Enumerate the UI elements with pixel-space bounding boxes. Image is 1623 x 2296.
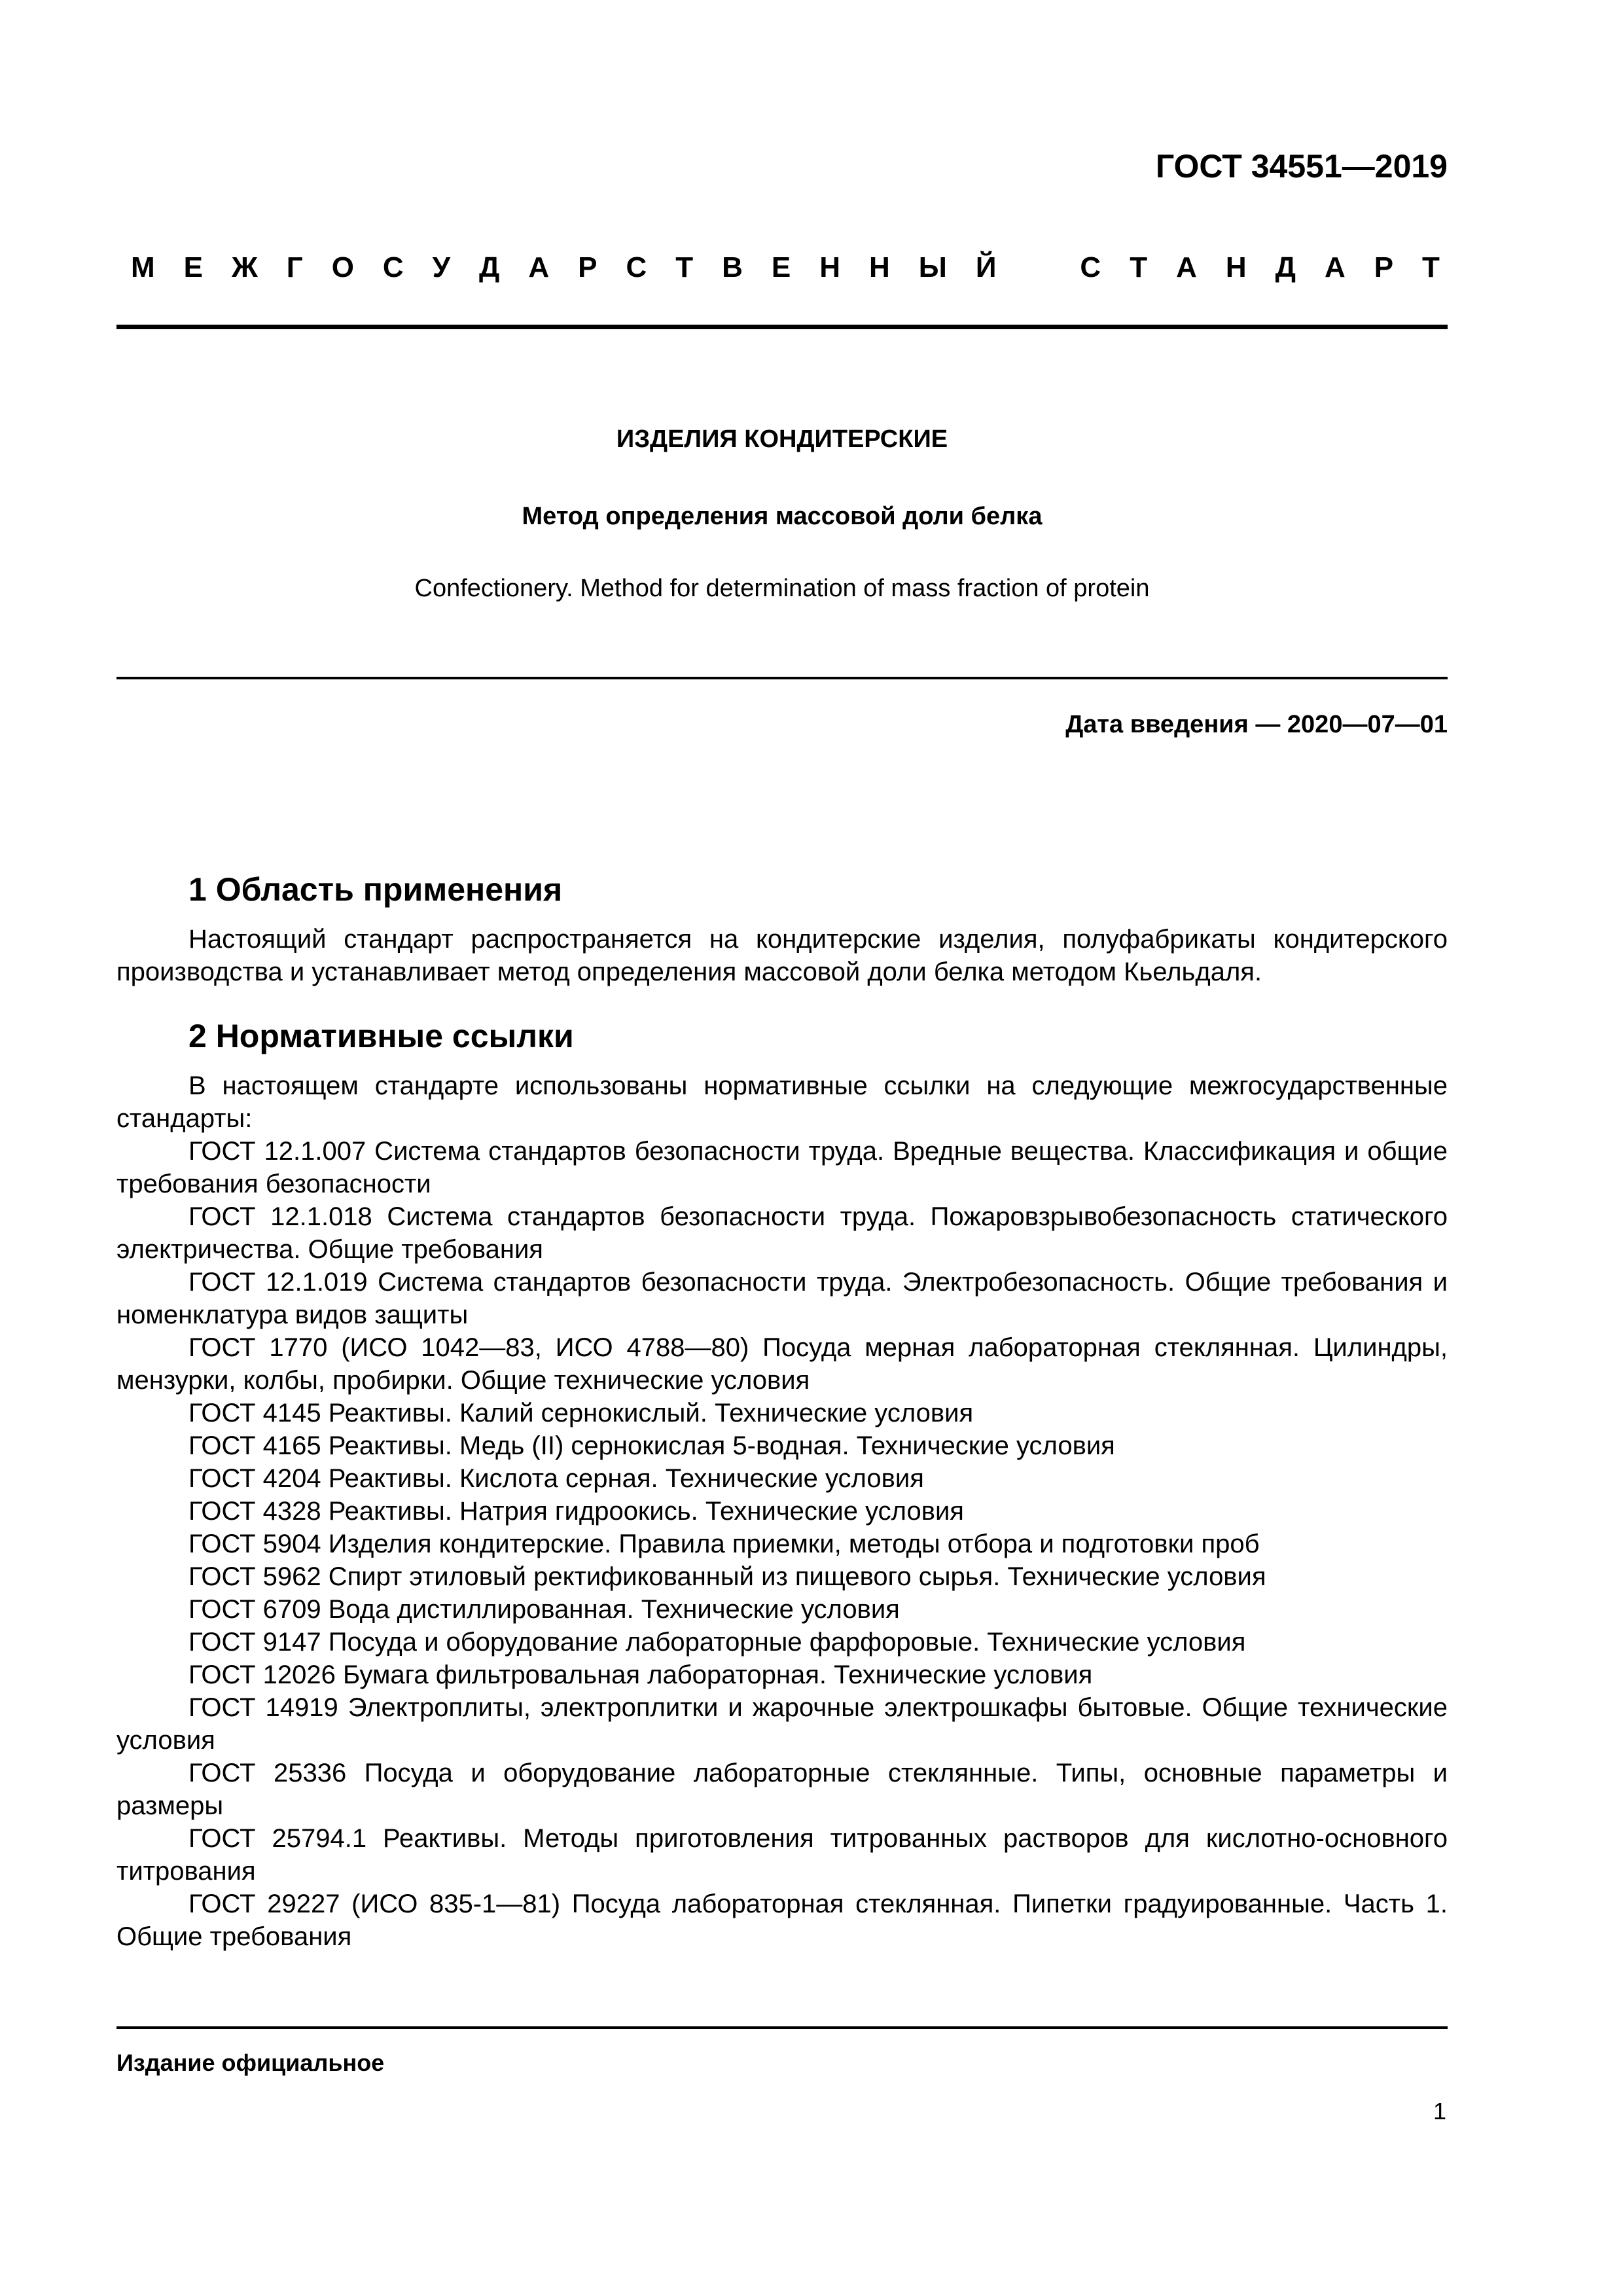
reference-item: ГОСТ 14919 Электроплиты, электроплитки и жарочные электрошкафы бытовые. Общие технические условия: [116, 1693, 1448, 1755]
reference-item: ГОСТ 12026 Бумага фильтровальная лабораторная. Технические условия: [188, 1660, 1093, 1689]
english-title: Confectionery. Method for determination of mass fraction of protein: [414, 575, 1150, 602]
reference-item: ГОСТ 25794.1 Реактивы. Методы приготовления титрованных растворов для кислотно-основного титрования: [116, 1824, 1448, 1886]
banner-word-gap: [1025, 251, 1051, 284]
banner-letter: А: [528, 251, 550, 283]
banner-letter: Н: [869, 251, 890, 283]
reference-item: ГОСТ 29227 (ИСО 835-1—81) Посуда лабораторная стеклянная. Пипетки градуированные. Часть 1. Общие требования: [116, 1890, 1448, 1951]
banner-letter: Ы: [918, 251, 947, 283]
reference-item: ГОСТ 12.1.018 Система стандартов безопасности труда. Пожаровзрывобезопасность статического электричества. Общие требования: [116, 1202, 1448, 1264]
section-heading-scope: 1 Область применения: [188, 871, 563, 908]
reference-item: ГОСТ 4328 Реактивы. Натрия гидроокись. Технические условия: [188, 1497, 964, 1526]
banner-letter: С: [1080, 251, 1101, 283]
document-subtitle: Метод определения массовой доли белка: [522, 503, 1043, 530]
banner-letter: Т: [675, 251, 694, 283]
reference-item: ГОСТ 9147 Посуда и оборудование лабораторные фарфоровые. Технические условия: [188, 1628, 1246, 1657]
banner-letter: Т: [1130, 251, 1148, 283]
banner-letter: М: [131, 251, 155, 283]
reference-item: ГОСТ 5962 Спирт этиловый ректификованный из пищевого сырья. Технические условия: [188, 1562, 1266, 1591]
banner-letter: Т: [1422, 251, 1440, 283]
banner-letter: А: [1324, 251, 1346, 283]
banner-letter: Н: [819, 251, 841, 283]
reference-item: ГОСТ 6709 Вода дистиллированная. Технические условия: [188, 1595, 900, 1624]
banner-letter: Ж: [231, 251, 258, 283]
section-heading-references: 2 Нормативные ссылки: [188, 1018, 574, 1054]
references-intro: В настоящем стандарте использованы нормативные ссылки на следующие межгосударственные стандарты:: [116, 1071, 1448, 1133]
title-divider: [116, 677, 1448, 679]
reference-item: ГОСТ 12.1.019 Система стандартов безопасности труда. Электробезопасность. Общие требования и номенклатура видов защиты: [116, 1268, 1448, 1329]
reference-item: ГОСТ 4165 Реактивы. Медь (II) сернокислая 5-водная. Технические условия: [188, 1431, 1115, 1460]
header-divider: [116, 325, 1448, 329]
banner-letter: О: [331, 251, 354, 283]
reference-item: ГОСТ 5904 Изделия кондитерские. Правила приемки, методы отбора и подготовки проб: [188, 1530, 1260, 1558]
banner-letter: В: [722, 251, 743, 283]
reference-list: [116, 1135, 1448, 1953]
banner-letter: У: [432, 251, 451, 283]
standard-number: ГОСТ 34551—2019: [1155, 148, 1448, 185]
banner-letter: Й: [975, 251, 997, 283]
banner-letter: Д: [479, 251, 500, 283]
reference-item: ГОСТ 1770 (ИСО 1042—83, ИСО 4788—80) Посуда мерная лабораторная стеклянная. Цилиндры, мензурки, колбы, пробирки. Общие технические условия: [116, 1333, 1448, 1395]
document-body: [116, 868, 1448, 1953]
banner-letter: А: [1176, 251, 1197, 283]
introduction-date: Дата введения — 2020—07—01: [1065, 711, 1448, 738]
footer-divider: [116, 2026, 1448, 2029]
reference-item: ГОСТ 25336 Посуда и оборудование лабораторные стеклянные. Типы, основные параметры и размеры: [116, 1759, 1448, 1820]
banner-letter: Д: [1275, 251, 1296, 283]
reference-item: ГОСТ 4204 Реактивы. Кислота серная. Технические условия: [188, 1464, 924, 1493]
banner-letter: С: [382, 251, 404, 283]
scope-paragraph: Настоящий стандарт распространяется на кондитерские изделия, полуфабрикаты кондитерского производства и устанавливает метод определения массовой доли белка методом Кьельдаля.: [116, 925, 1448, 986]
banner-letter: Е: [771, 251, 791, 283]
interstate-standard-banner: [131, 251, 1440, 284]
page-number: 1: [1433, 2098, 1446, 2125]
document-title: ИЗДЕЛИЯ КОНДИТЕРСКИЕ: [616, 425, 948, 453]
banner-letter: Г: [286, 251, 303, 283]
banner-letter: Р: [1374, 251, 1394, 283]
banner-letter: Е: [183, 251, 203, 283]
reference-item: ГОСТ 4145 Реактивы. Калий сернокислый. Технические условия: [188, 1399, 974, 1427]
banner-letter: Р: [578, 251, 597, 283]
reference-item: ГОСТ 12.1.007 Система стандартов безопасности труда. Вредные вещества. Классификация и общие требования безопасности: [116, 1137, 1448, 1198]
banner-letter: С: [626, 251, 647, 283]
banner-letter: Н: [1225, 251, 1247, 283]
official-edition-label: Издание официальное: [116, 2049, 385, 2076]
